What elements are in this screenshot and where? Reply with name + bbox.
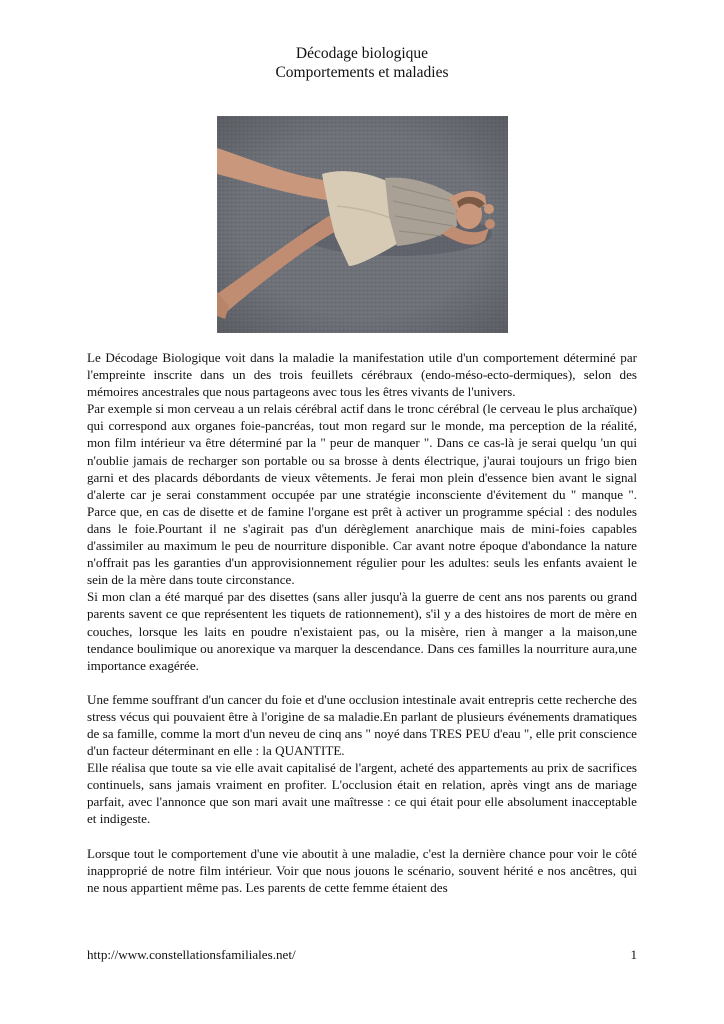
page-number: 1 (630, 947, 637, 962)
photo-woman-lying-on-floor-icon (217, 116, 508, 333)
photo-illustration (217, 116, 508, 333)
article-body (87, 349, 637, 896)
title-line-1: Décodage biologique (295, 45, 429, 62)
title-line-2: Comportements et maladies (275, 64, 449, 81)
paragraph-6: Lorsque tout le comportement d'une vie aboutit à une maladie, c'est la dernière chance pour voir le côté inapproprié de notre film intérieur. Voir que nous jouons le scénario, souvent hérité e nos ancêtres, qui ne nous appartient même pas. Les parents de cette femme étaient des (87, 845, 637, 895)
paragraph-3: Si mon clan a été marqué par des disettes (sans aller jusqu'à la guerre de cent ans nos parents ou grand parents savent ce que représentent les tiquets de rationnement), s'il y a des histoires de mort de mère en couches, lorsque les laits en poudre n'existaient pas, ou la misère, rien à manger a la maison,une tendance boulimique ou anorexique va marquer la descendance. Dans ces familles la nourriture aura,une importance exagérée. (87, 589, 637, 673)
footer-url-link[interactable]: http://www.constellationsfamiliales.net/ (87, 947, 296, 962)
paragraph-1: Le Décodage Biologique voit dans la maladie la manifestation utile d'un comportement déterminé par l'empreinte inscrite dans un des trois feuillets cérébraux (endo-méso-ecto-dermiques), selon des mémoires ancestrales que nous partageons avec tous les êtres vivants de l'univers. (87, 350, 637, 400)
paragraph-4: Une femme souffrant d'un cancer du foie et d'une occlusion intestinale avait entrepris cette recherche des stress vécus qui pouvaient être à l'origine de sa maladie.En parlant de plusieurs événements dramatiques de sa famille, comme la mort d'un neveu de cinq ans " noyé dans TRES PEU d'eau ", elle prit conscience d'un facteur déterminant en elle : la QUANTITE. (87, 691, 637, 759)
paragraph-5: Elle réalisa que toute sa vie elle avait capitalisé de l'argent, acheté des appartements au prix de sacrifices continuels, sans jamais vraiment en profiter. L'occlusion était en relation, après vingt ans de mariage parfait, avec l'annonce que son mari avait une maîtresse : ce qui était pour elle absolument inacceptable et indigeste. (87, 760, 637, 827)
document-title (0, 44, 724, 82)
paragraph-2: Par exemple si mon cerveau a un relais cérébral actif dans le tronc cérébral (le cerveau le plus archaïque) qui correspond aux organes foie-pancréas, tout mon regard sur le monde, ma perception de la réalité, mon film intérieur va être déterminé par la " peur de manquer ". Dans ce cas-là je serai quelqu 'un qui n'oublie jamais de recharger son portable ou sa brosse à dents électrique, j'aurai toujours un frigo bien garni et des placards débordants de vieux vêtements. Je ferai mon plein d'essence bien avant le signal d'alerte car je serai constamment occupée par une stratégie inconsciente d'évitement du " manque ". Parce que, en cas de disette et de famine l'organe est prêt à activer un programme spécial : des nodules dans le foie.Pourtant il ne s'agirait pas d'un dérèglement anarchique mais de mini-foies capables d'assimiler au maximum le peu de nourriture disponible. Car avant notre époque d'abondance la nature n'offrait pas les garanties d'un approvisionnement régulier pour les adultes: seuls les enfants avaient le sein de la mère dans toute circonstance. (87, 401, 637, 588)
